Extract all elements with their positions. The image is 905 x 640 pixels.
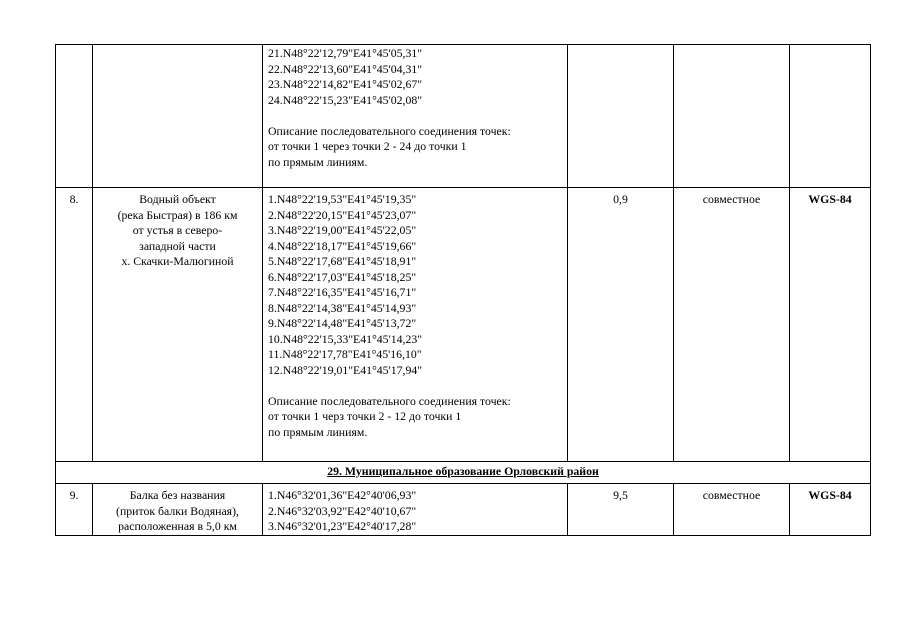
row-number-cell: 8. — [56, 188, 93, 462]
spacer — [268, 108, 562, 124]
text-line: от точки 1 через точки 2 - 24 до точки 1 — [268, 139, 467, 153]
coordinate-list — [268, 488, 562, 535]
text-line: (приток балки Водяная), — [116, 503, 239, 518]
text-line: 1.N46°32'01,36"E42°40'06,93" — [268, 488, 417, 502]
row-number-cell: 9. — [56, 484, 93, 536]
section-heading: 29. Муниципальное образование Орловский район — [56, 462, 871, 484]
coordinate-list — [268, 192, 562, 378]
text-line: 3.N48°22'19,00"E41°45'22,05" — [268, 223, 417, 237]
coordinate-list — [268, 46, 562, 108]
text-line: 6.N48°22'17,03"E41°45'18,25" — [268, 269, 417, 284]
text-line: 7.N48°22'16,35"E41°45'16,71" — [268, 285, 417, 299]
text-line: 9.N48°22'14,48"E41°45'13,72" — [268, 316, 417, 330]
text-line: х. Скачки-Малюгиной — [121, 254, 234, 268]
coordinate-system-cell: WGS-84 — [790, 188, 871, 462]
text-line: 1.N48°22'19,53"E41°45'19,35" — [268, 192, 417, 206]
text-line: от устья в северо- — [132, 223, 223, 237]
coordinate-system-cell — [790, 45, 871, 188]
usage-type-cell: совместное — [674, 188, 790, 462]
usage-type-cell — [674, 45, 790, 188]
text-line: 11.N48°22'17,78"E41°45'16,10" — [268, 347, 422, 361]
text-line: Описание последовательного соединения точек: — [268, 123, 511, 138]
coordinate-system-cell: WGS-84 — [790, 484, 871, 536]
table-row — [56, 484, 871, 536]
table-row — [56, 45, 871, 188]
text-line: расположенная в 5,0 км — [118, 519, 237, 533]
text-line: 3.N46°32'01,23"E42°40'17,28" — [268, 519, 417, 533]
spacer — [268, 378, 562, 394]
text-line: Описание последовательного соединения точек: — [268, 393, 511, 408]
text-line: 2.N48°22'20,15"E41°45'23,07" — [268, 207, 417, 222]
row-number-cell — [56, 45, 93, 188]
object-description-cell — [93, 45, 263, 188]
text-line: 2.N46°32'03,92"E42°40'10,67" — [268, 503, 417, 518]
text-line: 5.N48°22'17,68"E41°45'18,91" — [268, 254, 417, 268]
coordinates-cell — [263, 484, 568, 536]
text-line: по прямым линиям. — [268, 424, 368, 439]
text-line: 8.N48°22'14,38"E41°45'14,93" — [268, 300, 417, 315]
text-line: 23.N48°22'14,82"E41°45'02,67" — [268, 77, 423, 91]
connection-description — [268, 124, 562, 171]
text-line: 12.N48°22'19,01"E41°45'17,94" — [268, 362, 423, 377]
coordinates-table — [55, 44, 871, 536]
object-description-cell — [93, 188, 263, 462]
text-line: западной части — [139, 238, 216, 253]
text-line: (река Быстрая) в 186 км — [117, 207, 238, 222]
section-heading-row — [56, 462, 871, 484]
text-line: 22.N48°22'13,60"E41°45'04,31" — [268, 61, 423, 76]
area-value-cell — [568, 45, 674, 188]
text-line: Водный объект — [139, 192, 216, 206]
text-line: 4.N48°22'18,17"E41°45'19,66" — [268, 238, 417, 253]
text-line: от точки 1 черз точки 2 - 12 до точки 1 — [268, 409, 462, 423]
object-description-cell — [93, 484, 263, 536]
connection-description — [268, 394, 562, 441]
text-line: 10.N48°22'15,33"E41°45'14,23" — [268, 331, 423, 346]
area-value-cell: 0,9 — [568, 188, 674, 462]
area-value-cell: 9,5 — [568, 484, 674, 536]
coordinates-cell — [263, 45, 568, 188]
coordinates-cell — [263, 188, 568, 462]
text-line: 24.N48°22'15,23"E41°45'02,08" — [268, 92, 423, 107]
table-row — [56, 188, 871, 462]
text-line: Балка без названия — [129, 488, 226, 502]
text-line: по прямым линиям. — [268, 154, 368, 169]
usage-type-cell: совместное — [674, 484, 790, 536]
text-line: 21.N48°22'12,79"E41°45'05,31" — [268, 46, 423, 60]
